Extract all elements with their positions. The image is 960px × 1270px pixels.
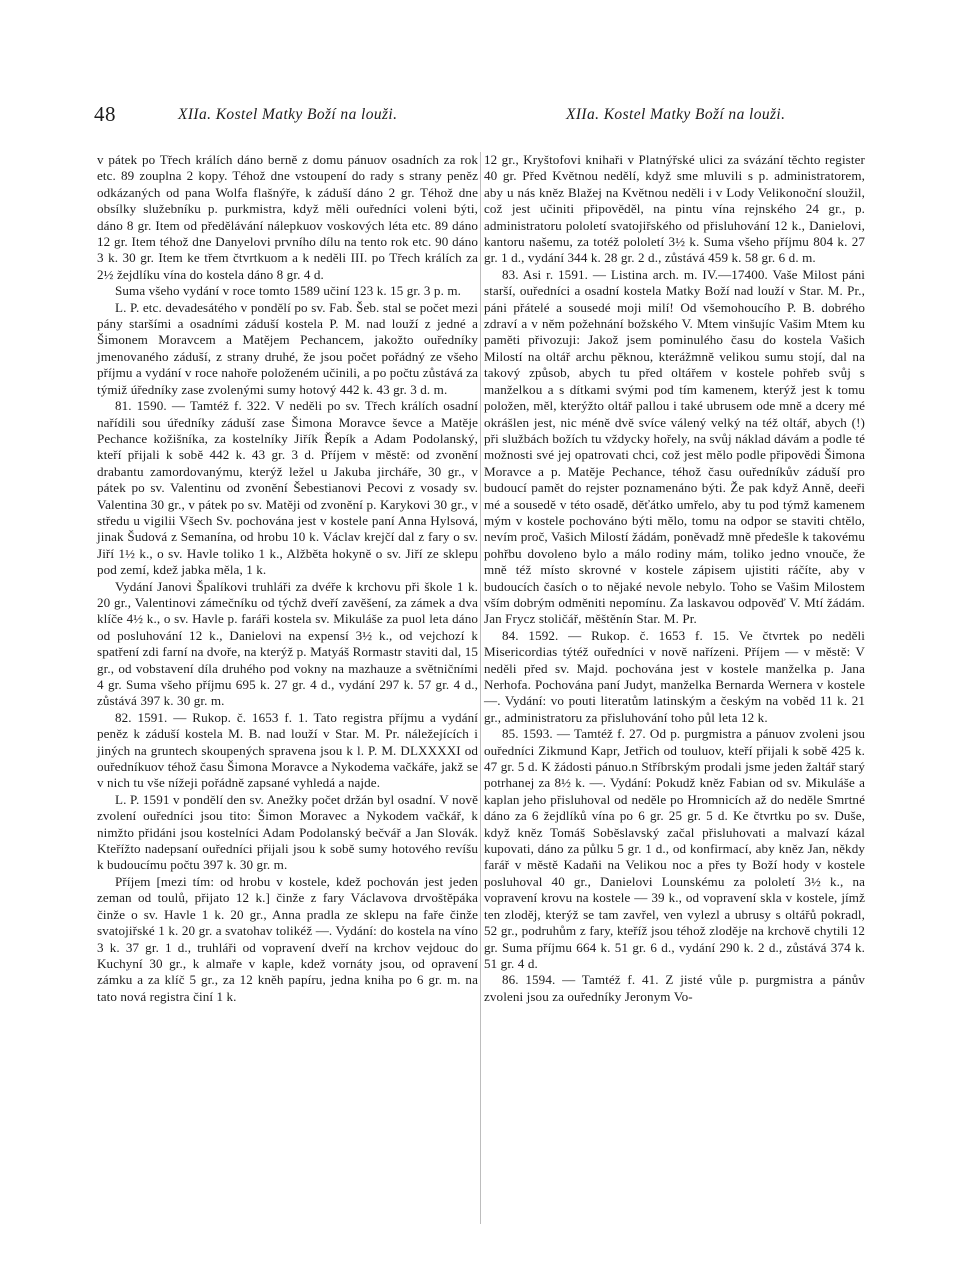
paragraph: 81. 1590. — Tamtéž f. 322. V neděli po sv. Třech králích osadní nařídili sou úředníky záduší zase Šimona Moravce ševce a Matěje Pechance kožišníka, za kostelníky Jiřík Řepík a Adam Podolanský, kteří přijali k sobě 442 k. 43 gr. 3 d. Příjem v městě: od zvonění drabantu zamordovanýmu, kterýž ležel u Jakuba jircháře, 30 gr., v pátek po sv. Valentinu od zvonění Šebestianovi Pecovi z vosady sv. Valentina 30 gr., v pátek po sv. Matěji od zvonění p. Karykovi 30 gr., v středu u vigilii Všech Sv. pochována jest v kostele paní Anna Hylsová, jinak Šudová z Semanína, od hrobu 10 k. Václav krejčí dal z fary o sv. Jiří 1½ k., o sv. Havle toliko 1 k., Alžběta hokyně o sv. Jiří ze sklepu pod zemí, kdež jabka měla, 1 k.: [97, 398, 478, 578]
paragraph: Vydání Janovi Špalíkovi truhláři za dvéře k krchovu při škole 1 k. 20 gr., Valentinovi zámečníku od týchž dveří zavěšení, za zámek a dva klíče 4½ k., o sv. Havle p. faráři kostela sv. Mikuláše za puol leta dáno od posluhování 12 k., Danielovi na expensí 3½ k., od vejchozí k spatření zdi farní na dvoře, na kterýž p. Matyáš Rormastr staviti dal, 15 gr., od vobstavení díla druhého pod vokny na mazhauze a světničními 4 gr. Suma všeho příjmu 695 k. 27 gr. 4 d., vydání 297 k. 57 gr. 4 d., zůstává 397 k. 30 gr. m.: [97, 578, 478, 709]
column-divider: [480, 152, 481, 1224]
paragraph: 83. Asi r. 1591. — Listina arch. m. IV.—17400. Vaše Milost páni starší, ouředníci a osadní kostela Matky Boží nad louží v Star. M. Pr., páni přátelé a sousedé moji milí! Od všemohoucího P. B. dobrého zdraví a v něm požehnání božského V. Mtem vinšujíc Vašim Mtem ku paměti přivozuji: Jakož jsem pominulého času do kostela Vašich Milostí na oltář archu pěknou, kterážmně velikou sumu stojí, dal na takový způsob, abych tu před oltářem v kostele pohřeb svůj s manželkou a s dítkami svými pod tím kamenem, kterýž jest k tomu položen, měl, kterýžto oltář pallou i také ubrusem ode mně a dcery mé okrášlen jest, nic méně dvě svíce válený velký na též oltář, abych (!) při službách božích tu vždycky hořely, na svůj náklad dávám a podle té možnosti své jej opatrovati chci, což jest mělo podle připovědi Šimona Moravce a p. Matěje Pechance, téhož času ouředníkův záduší pro budoucí pamět do rejster poznamenáno býti. Že pak když Anně, deeři mé a sousedě v této osadě, děťátko umřelo, aby tu pod týmž kamenem mým v kostele pochováno býti mělo, tomu na odpor se staviti chtělo, nevím proč, Vašich Milostí žádám, poněvadž mně předešle k takovému pohřbu dovoleno bylo a málo rodiny mám, toliko jedno vnouče, že mně též místo skrovné v kostele zápisem ujistiti ráčíte, aby v budoucích časích o to nějaké nevole nebylo. Toho se Vašim Milostem vším dobrým odměniti nepomínu. Za laskavou odpověď V. Mtí žádám. Jan Frycz stoličář, měštěnín Star. M. Pr.: [484, 266, 865, 627]
paragraph: Příjem [mezi tím: od hrobu v kostele, kdež pochován jest jeden zeman od toulů, přijato 12 k.] činže z fary Václavova drvoštěpáka činže o sv. Havle 1 k. 20 gr., Anna pradla ze sklepu na faře činže svatojiřské 1 k. 20 gr. a svatohav tolikéž —. Vydání: do kostela na víno 3 k. 37 gr. 1 d., truhláři od vopravení dveří na krchov vejdouc do Kuchyní 30 gr., k almaře v kaple, kdež vornáty jsou, od opravení zámku a za klíč 5 gr., za 12 kněh papíru, jedna kniha po 6 gr. m. na tato nová registra činí 1 k.: [97, 873, 478, 1004]
paragraph: L. P. 1591 v pondělí den sv. Anežky počet držán byl osadní. V nově zvolení ouředníci jsou tito: Šimon Moravec a Nykodem vačkář, k nimžto přidáni jsou kostelníci Adam Podolanský bečvář a Jan Slovák. Kteřížto nadepsaní ouředníci přijali jsou k sobě sumy hotového revíšu k budoucímu počtu 397 k. 30 gr. m.: [97, 791, 478, 873]
left-column: [97, 152, 478, 1005]
paragraph: 84. 1592. — Rukop. č. 1653 f. 15. Ve čtvrtek po neděli Misericordias týtéž ouředníci v nově nařízeni. Příjem — v městě: V neděli před sv. Majd. pochována jest v kostele manželka p. Jana Nerhofa. Pochována paní Judyt, manželka Bernarda Wernera v kostele —. Vydání: vo pouti literatům latinským a českým na voběd 11 k. 21 gr., administratoru za přisluhování toho půl leta 12 k.: [484, 627, 865, 725]
running-head-right: XIIa. Kostel Matky Boží na louži.: [566, 106, 786, 123]
paragraph: v pátek po Třech králích dáno berně z domu pánuov osadních za rok etc. 89 zouplna 2 kopy. Téhož dne vstoupení do rady s strany peněz odkázaných od pana Wolfa flašnýře, k záduší dáno 2 gr. Téhož dne obsílky služebníku p. purkmistra, když měli ouředníci voleni býti, dáno 8 gr. Item od předělávání nálepkuov voskových léta etc. 89 dáno 12 gr. Item téhož dne Danyelovi prvního dílu na tento rok etc. 90 dáno 3 k. 30 gr. Item ke třem čtvrtkuom a k neděli III. po Třech králích za 2½ žejdlíku vína do kostela dáno 8 gr. 4 d.: [97, 152, 478, 282]
paragraph: 82. 1591. — Rukop. č. 1653 f. 1. Tato registra příjmu a vydání peněz k záduší kostela M. B. nad louží v Star. M. Pr. náležejících i jiných na gruntech skoupených spravena jsou k l. P. M. DLXXXXI od ouředníkuov téhož času Šimona Moravce a Nykodema vačkáře, jakž se v nich tu vše nížeji pořádně zapsané vyhledá a najde.: [97, 709, 478, 791]
paragraph: Suma všeho vydání v roce tomto 1589 učiní 123 k. 15 gr. 3 p. m.: [115, 283, 461, 299]
paragraph: L. P. etc. devadesátého v pondělí po sv. Fab. Šeb. stal se počet mezi pány staršími a osadními záduší kostela P. M. nad louží z jedné a Šimonem Moravcem a Matějem Pechancem, jakožto ouředníky jmenovaného záduší, z strany druhé, že jsou počet pořádný ze všeho příjmu a vydání v roce nahoře položeném učinili, a po počtu zůstává za týmiž úředníky zase zvolenými sumy hotový 442 k. 43 gr. 3 d. m.: [97, 299, 478, 397]
right-column: [484, 152, 865, 1005]
page-number: 48: [94, 102, 116, 126]
running-head-left: XIIa. Kostel Matky Boží na louži.: [178, 106, 398, 123]
paragraph: 85. 1593. — Tamtéž f. 27. Od p. purgmistra a pánuov zvoleni jsou ouředníci Zikmund Kapr, Jetřich od touluov, kteří přijali k sobě 425 k. 47 gr. 5 d. K žádosti pánuo.n Stříbrským prodali jsme jeden žaltář starý potrhanej za 8½ k. —. Vydání: Pokudž kněz Fabian od sv. Mikuláše a kaplan jeho přisluhoval od neděle po Hromnicích až do neděle Smrtné dáno za 6 žejdlíků vína po 6 gr. 25 gr. 5 d. Ke čtvrtku po sv. Duše, když kněz Tomáš Soběslavský začal přisluhovati a malvazí kázal kupovati, dáno za půlku 5 gr. 1 d., od konfirmací, aby kněz Jan, někdy farář v městě Kadaňi na Velikou noc a přes ty Boží hody v kostele posluhoval 40 gr., Danielovi Lounskému za pololetí 3½ k., na vopravení krovu na kostele — 39 k., od vopravení skla v kostele, jímž ten zloděj, kterýž se tam zavřel, ven vylezl a ubrusy s oltářů pokradl, 52 gr., podruhům z fary, kteříž jsou téhož zloděje na krchově chytili 12 gr. Suma příjmu 664 k. 51 gr. 6 d., vydání 290 k. 2 d., zůstává 374 k. 51 gr. 4 d.: [484, 726, 865, 971]
page-header: [0, 102, 960, 132]
paragraph: 86. 1594. — Tamtéž f. 41. Z jisté vůle p. purgmistra a pánův zvoleni jsou za ouředníky Jeronym Vo-: [484, 972, 865, 1004]
paragraph: 12 gr., Kryštofovi knihaři v Platnýřské ulici za svázání těchto register 40 gr. Před Květnou nedělí, když sme mluvili s p. administratorem, aby u nás kněz Blažej na Květnou neděli i v Lody Velikonoční sloužil, což jest učiniti připověděl, na pintu vína rejnského 24 gr., p. administratoru pololetí svatojiřského od přisluhování 12 k., Danielovi, kantoru našemu, za totéž pololetí 3½ k. Suma všeho příjmu 804 k. 27 gr. 1 d., vydání 344 k. 28 gr. 2 d., zůstává 459 k. 58 gr. 6 d. m.: [484, 152, 865, 266]
